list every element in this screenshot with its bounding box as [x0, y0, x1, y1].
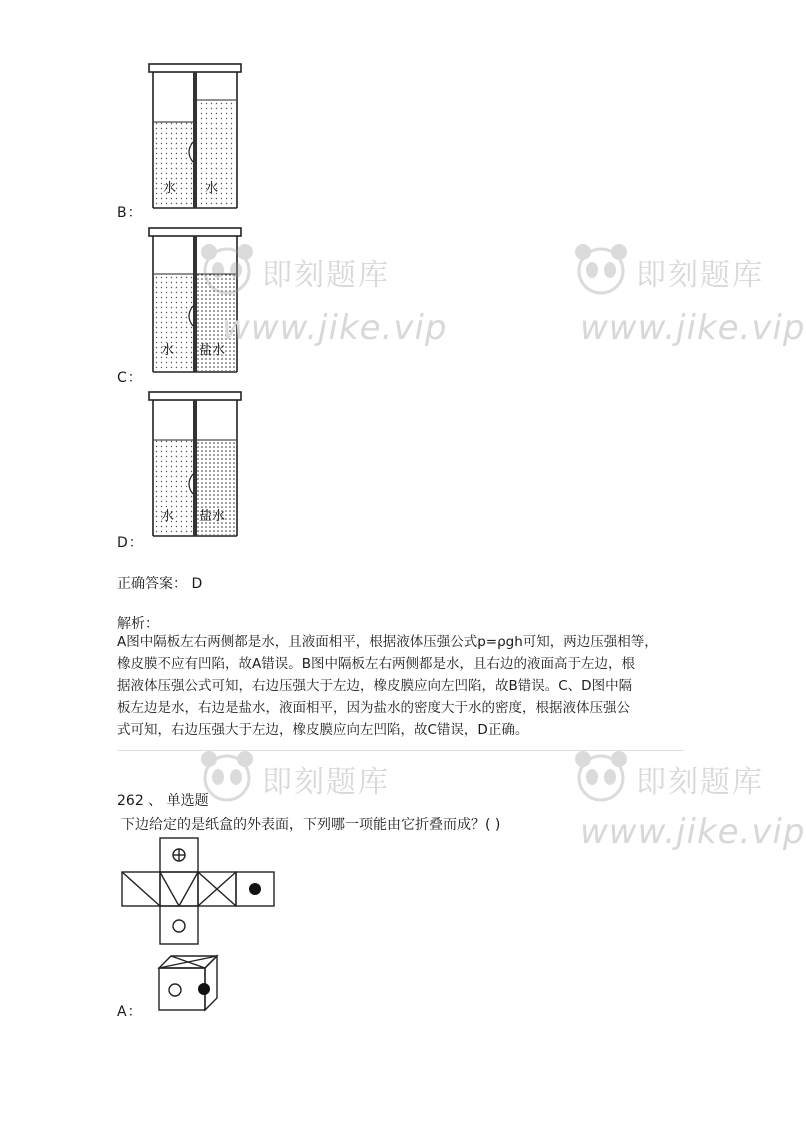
correct-answer: 正确答案： D	[117, 576, 203, 592]
watermark-brand: 即刻题库	[636, 258, 764, 293]
watermark-url: www.jike.vip	[580, 308, 806, 348]
beaker-b-right-label: 水	[205, 181, 219, 196]
beaker-c-left-label: 水	[161, 343, 175, 358]
beaker-b-left-label: 水	[163, 181, 177, 196]
cube-net-diagram	[120, 836, 280, 948]
option-b-label: B：	[117, 205, 143, 221]
option-d-label: D：	[117, 535, 144, 551]
watermark-url: www.jike.vip	[580, 812, 806, 852]
analysis-line: A图中隔板左右两侧都是水，且液面相平，根据液体压强公式p=ρgh可知，两边压强相等，	[117, 634, 658, 650]
watermark-panda-icon	[196, 238, 258, 300]
watermark-brand: 即刻题库	[636, 765, 764, 800]
option-c-label: C：	[117, 370, 143, 386]
beaker-b-diagram	[145, 62, 245, 214]
option-a-cube	[155, 952, 221, 1014]
question-number: 262 、 单选题	[117, 793, 209, 809]
analysis-line: 据液体压强公式可知，右边压强大于左边，橡皮膜应向左凹陷，故B错误。C、D图中隔	[117, 678, 633, 694]
analysis-line: 板左边是水，右边是盐水，液面相平，因为盐水的密度大于水的密度，根据液体压强公	[117, 700, 630, 716]
question-stem: 下边给定的是纸盒的外表面，下列哪一项能由它折叠而成？( )	[121, 817, 501, 833]
watermark-url: www.jike.vip	[222, 308, 448, 348]
watermark-panda-icon	[196, 745, 258, 807]
option-a-label: A：	[117, 1004, 143, 1020]
watermark-panda-icon	[570, 745, 632, 807]
beaker-c-right-label: 盐水	[199, 343, 226, 358]
analysis-line: 橡皮膜不应有凹陷，故A错误。B图中隔板左右两侧都是水，且右边的液面高于左边，根	[117, 656, 635, 672]
analysis-line: 式可知，右边压强大于左边，橡皮膜应向左凹陷，故C错误，D正确。	[117, 722, 529, 738]
watermark-brand: 即刻题库	[262, 765, 390, 800]
watermark-brand: 即刻题库	[262, 258, 390, 293]
analysis-title: 解析：	[117, 616, 159, 632]
beaker-d-left-label: 水	[161, 509, 175, 524]
beaker-d-diagram	[145, 390, 245, 542]
watermark-panda-icon	[570, 238, 632, 300]
beaker-d-right-label: 盐水	[199, 509, 226, 524]
analysis-body	[117, 631, 697, 741]
